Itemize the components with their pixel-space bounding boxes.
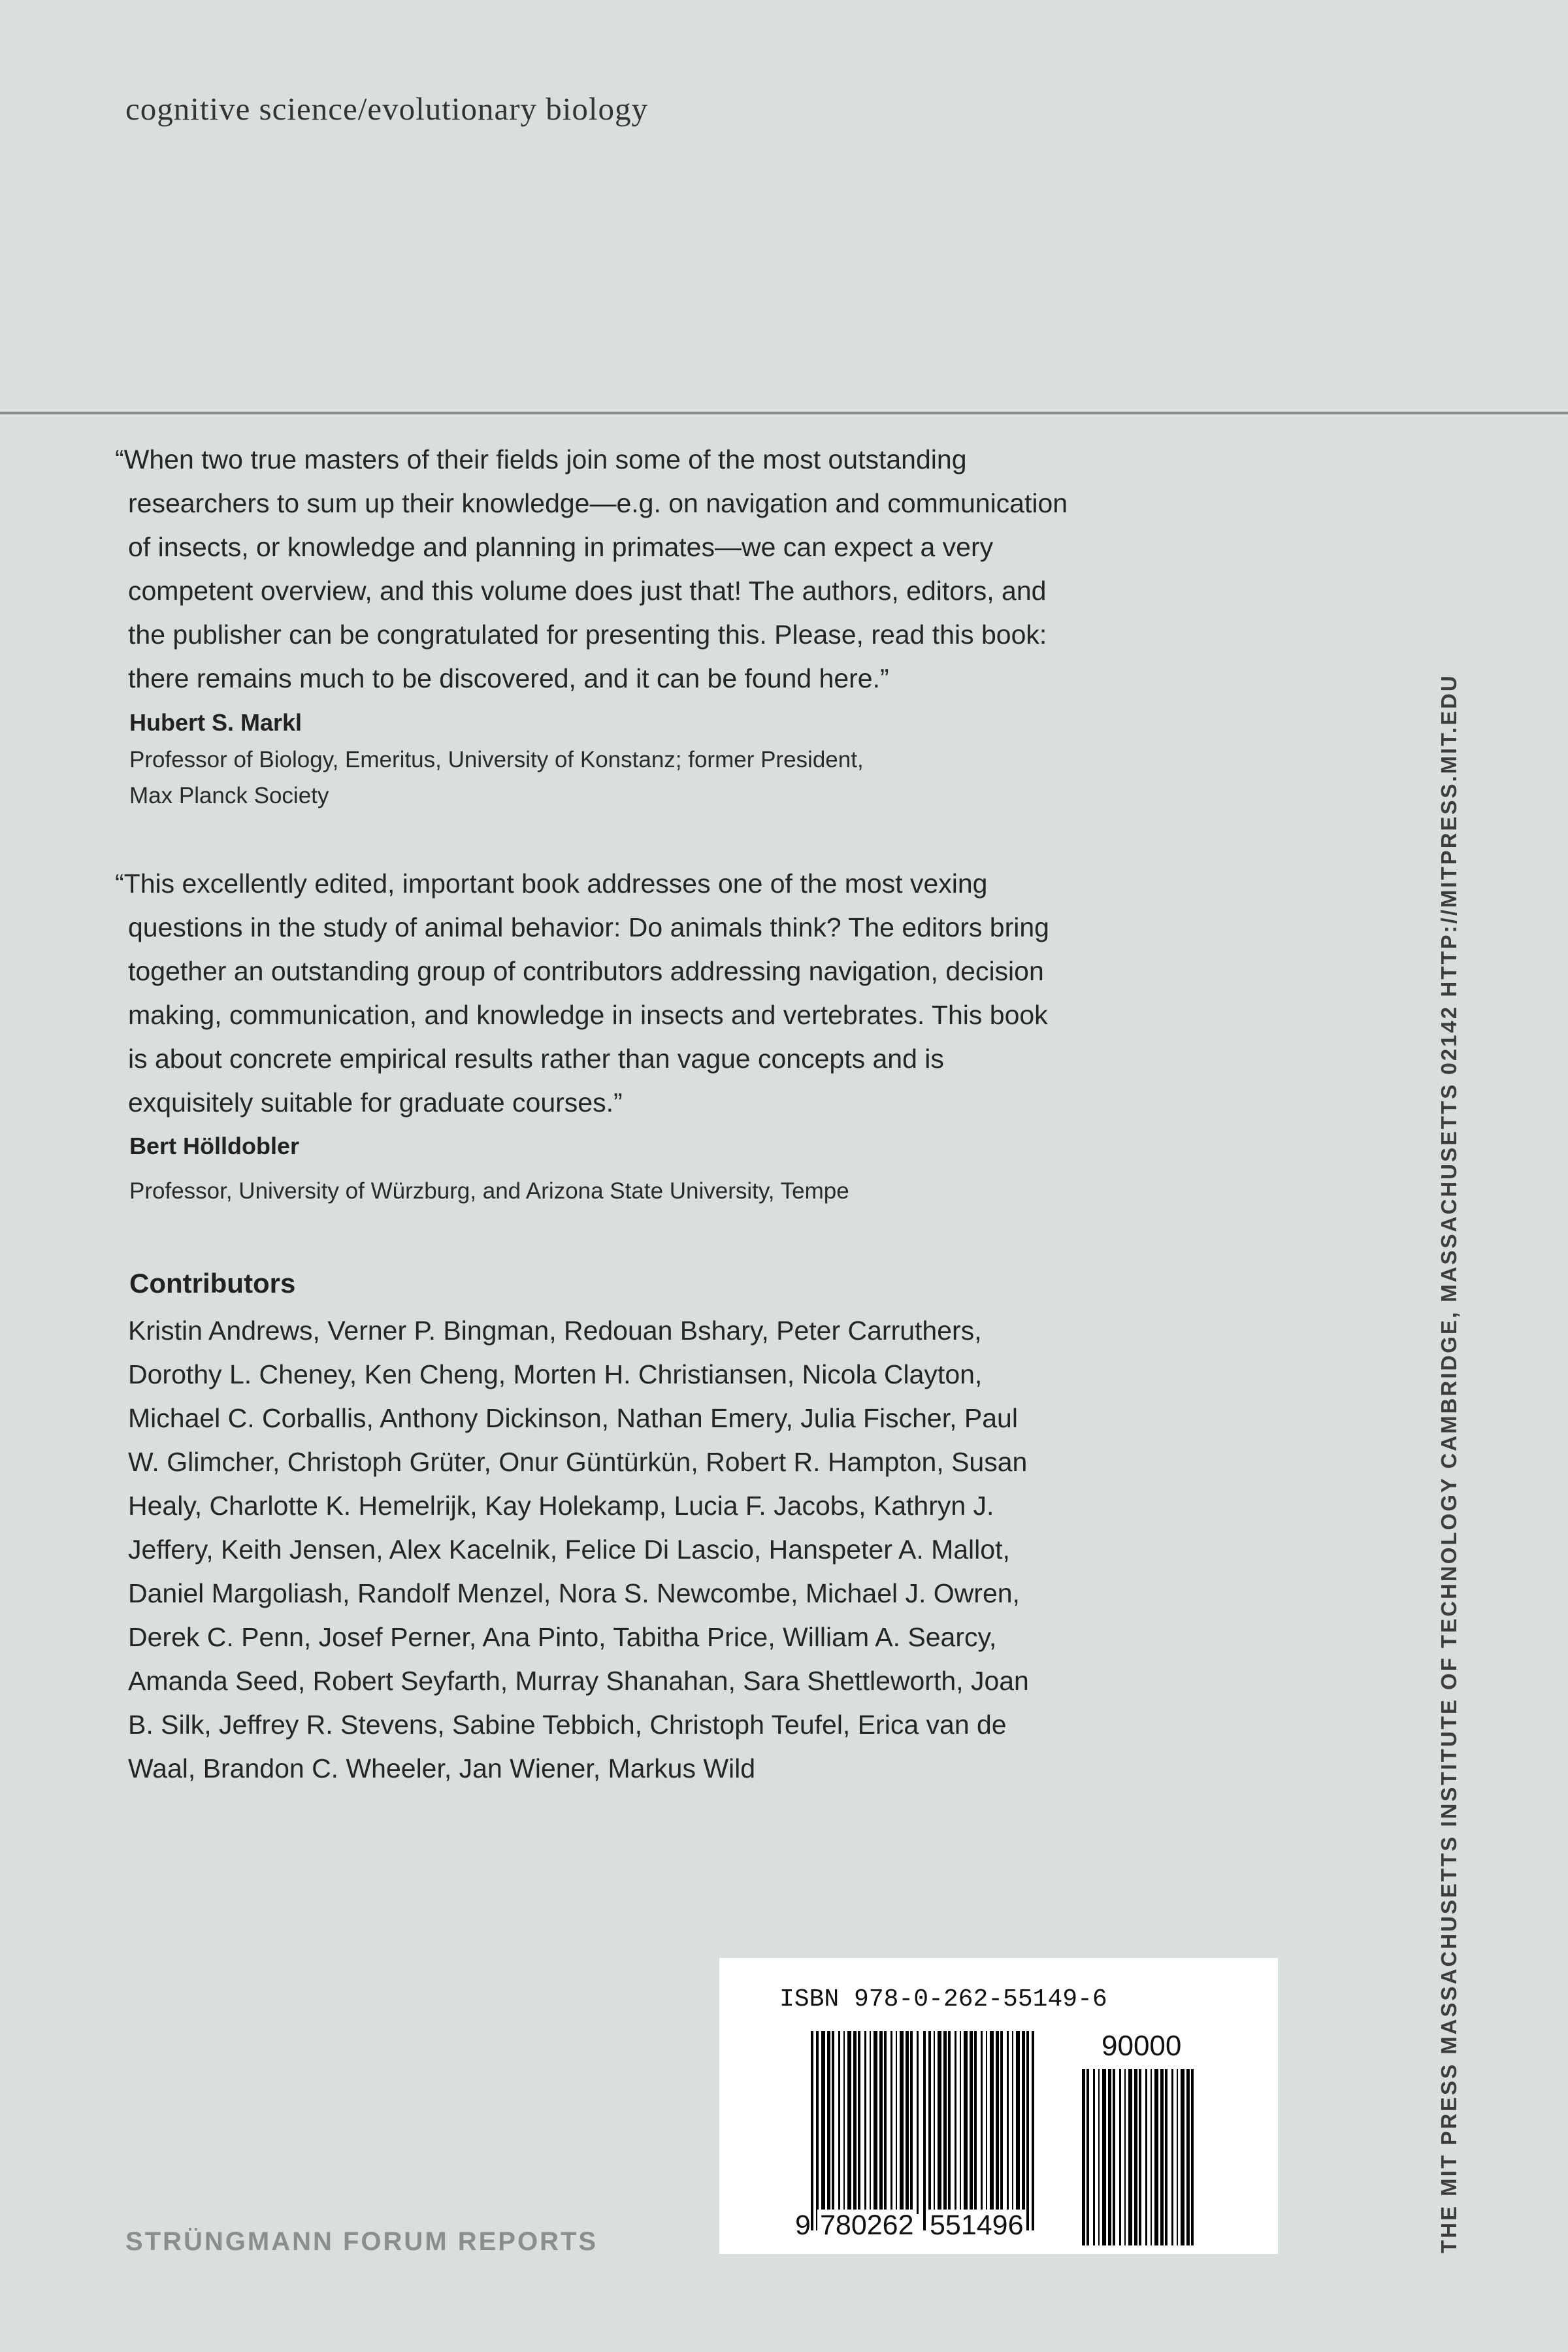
- barcode-bar: [1119, 2069, 1121, 2245]
- barcode-bar: [884, 2031, 887, 2214]
- barcode-bar: [1012, 2031, 1013, 2214]
- barcode-bar: [1007, 2031, 1009, 2214]
- blurb-author-markl: Hubert S. Markl: [129, 709, 302, 736]
- barcode-bar: [934, 2031, 935, 2214]
- barcode-guard-bar: [1026, 2031, 1029, 2230]
- barcode-bar: [843, 2031, 845, 2214]
- barcode-bar: [1000, 2031, 1003, 2214]
- barcode-bar: [986, 2031, 987, 2214]
- contributors-list: Kristin Andrews, Verner P. Bingman, Redouan Bshary, Peter Carruthers, Dorothy L. Cheney, Ken Cheng, Morten H. Christiansen, Nicola Clayton, Michael C. Corballis, Anthony Dickinson, Nathan Emery, Julia Fischer, Paul W. Glimcher, Christoph Grüter, Onur Güntürkün, Robert R. Hampton, Susan Healy, Charlotte K. Hemelrijk, Kay Holekamp, Lucia F. Jacobs, Kathryn J. Jeffery, Keith Jensen, Alex Kacelnik, Felice Di Lascio, Hanspeter A. Mallot, Daniel Margoliash, Randolf Menzel, Nora S. Newcombe, Michael J. Owren, Derek C. Penn, Josef Perner, Ana Pinto, Tabitha Price, William A. Searcy, Amanda Seed, Robert Seyfarth, Murray Shanahan, Sara Shettleworth, Joan B. Silk, Jeffrey R. Stevens, Sabine Tebbich, Christoph Teufel, Erica van de Waal, Brandon C. Wheeler, Jan Wiener, Markus Wild: [128, 1316, 1029, 1783]
- barcode-bar: [1186, 2069, 1190, 2245]
- barcode-bar: [900, 2031, 904, 2214]
- blurb-role-markl-line1: Professor of Biology, Emeritus, University of Konstanz; former President,: [129, 747, 864, 772]
- barcode-bar: [896, 2031, 897, 2214]
- barcode-bar: [890, 2031, 892, 2214]
- barcode-bar: [1098, 2069, 1100, 2245]
- price-code: 90000: [1102, 2030, 1182, 2062]
- barcode-bar: [1102, 2069, 1106, 2245]
- barcode-bar: [870, 2031, 871, 2214]
- blurb-role-holldobler: Professor, University of Würzburg, and Arizona State University, Tempe: [129, 1178, 849, 1204]
- blurb-quote-holldobler: “This excellently edited, important book addresses one of the most vexing questions in the study of animal behavior: Do animals think? The editors bring together an outstanding group of contributors addressing navigation, decision making, communication, and knowledge in insects and vertebrates. This book is about concrete empirical results rather than vague concepts and is exquisitely suitable for graduate courses.”: [115, 869, 1049, 1118]
- barcode-bar: [874, 2031, 877, 2214]
- barcode-bar: [906, 2031, 909, 2214]
- barcode-bar: [858, 2031, 860, 2214]
- barcode-bar: [1181, 2069, 1184, 2245]
- blurb-quote-markl: “When two true masters of their fields join some of the most outstanding researchers to sum up their knowledge—e.g. on navigation and communication of insects, or knowledge and planning in primates—we can expect a very competent overview, and this volume does just that! The authors, editors, and the publisher can be congratulated for presenting this. Please, read this book: there remains much to be discovered, and it can be found here.”: [115, 444, 1068, 693]
- barcode-bar: [1022, 2031, 1025, 2214]
- barcode-bar: [996, 2031, 999, 2214]
- barcode-bar: [1154, 2069, 1158, 2245]
- barcode-guard-bar: [811, 2031, 813, 2230]
- barcode-bar: [1093, 2069, 1095, 2245]
- barcode-bar: [948, 2031, 951, 2214]
- barcode-guard-bar: [816, 2031, 819, 2230]
- barcode-bar: [960, 2031, 961, 2214]
- barcode-bar: [910, 2031, 913, 2214]
- barcode-bar: [853, 2031, 857, 2214]
- barcode-bar: [970, 2031, 973, 2214]
- blurb-role-markl-line2: Max Planck Society: [129, 783, 329, 808]
- barcode-bar: [832, 2031, 834, 2214]
- barcode-bar: [938, 2031, 941, 2214]
- barcode-bar: [1151, 2069, 1152, 2245]
- barcode-bar: [838, 2031, 840, 2214]
- barcode-bar: [879, 2031, 883, 2214]
- barcode-bar: [981, 2031, 983, 2214]
- isbn-text: ISBN 978-0-262-55149-6: [779, 1985, 1107, 2013]
- barcode-guard-bar: [1032, 2031, 1034, 2230]
- barcode-bar: [917, 2031, 919, 2214]
- barcode-bar: [1134, 2069, 1137, 2245]
- barcode-box: [719, 1958, 1278, 2254]
- barcode-bar: [1139, 2069, 1141, 2245]
- barcode-bar: [847, 2031, 851, 2214]
- barcode-digits-right: 551496: [927, 2210, 1026, 2242]
- barcode-bar: [990, 2031, 994, 2214]
- barcode-bar: [827, 2031, 830, 2214]
- barcode-bar: [1171, 2069, 1173, 2245]
- barcode-bar: [964, 2031, 968, 2214]
- barcode-bar: [1128, 2069, 1132, 2245]
- barcode-bar: [974, 2031, 977, 2214]
- blurb-author-holldobler: Bert Hölldobler: [129, 1133, 300, 1159]
- barcode-digits-left: 780262: [817, 2210, 917, 2242]
- barcode-guard-bar: [928, 2031, 931, 2230]
- barcode-bar: [1113, 2069, 1115, 2245]
- barcode-bar: [955, 2031, 956, 2214]
- barcode-bar: [821, 2031, 825, 2214]
- barcode-bar: [1124, 2069, 1126, 2245]
- series-label: STRÜNGMANN FORUM REPORTS: [125, 2227, 598, 2256]
- barcode-bar: [1086, 2069, 1089, 2245]
- barcode-bar: [1191, 2069, 1194, 2245]
- spine-publisher-text: THE MIT PRESS MASSACHUSETTS INSTITUTE OF TECHNOLOGY CAMBRIDGE, MASSACHUSETTS 02142 HTTP://MITPRESS.MIT.EDU: [1437, 674, 1461, 2253]
- barcode-bar: [943, 2031, 947, 2214]
- barcode-bar: [1108, 2069, 1111, 2245]
- divider-rule: [0, 412, 1568, 414]
- barcode-bar: [1165, 2069, 1168, 2245]
- barcode-bar: [864, 2031, 866, 2214]
- barcode-bar: [1145, 2069, 1147, 2245]
- barcode-bar: [1160, 2069, 1164, 2245]
- barcode-digit-first: 9: [795, 2210, 811, 2241]
- barcode-bar: [1177, 2069, 1178, 2245]
- contributors-heading: Contributors: [129, 1268, 296, 1299]
- barcode-bar: [1082, 2069, 1085, 2245]
- barcode-bar: [1016, 2031, 1020, 2214]
- category-label: cognitive science/evolutionary biology: [125, 91, 649, 127]
- barcode-guard-bar: [923, 2031, 926, 2230]
